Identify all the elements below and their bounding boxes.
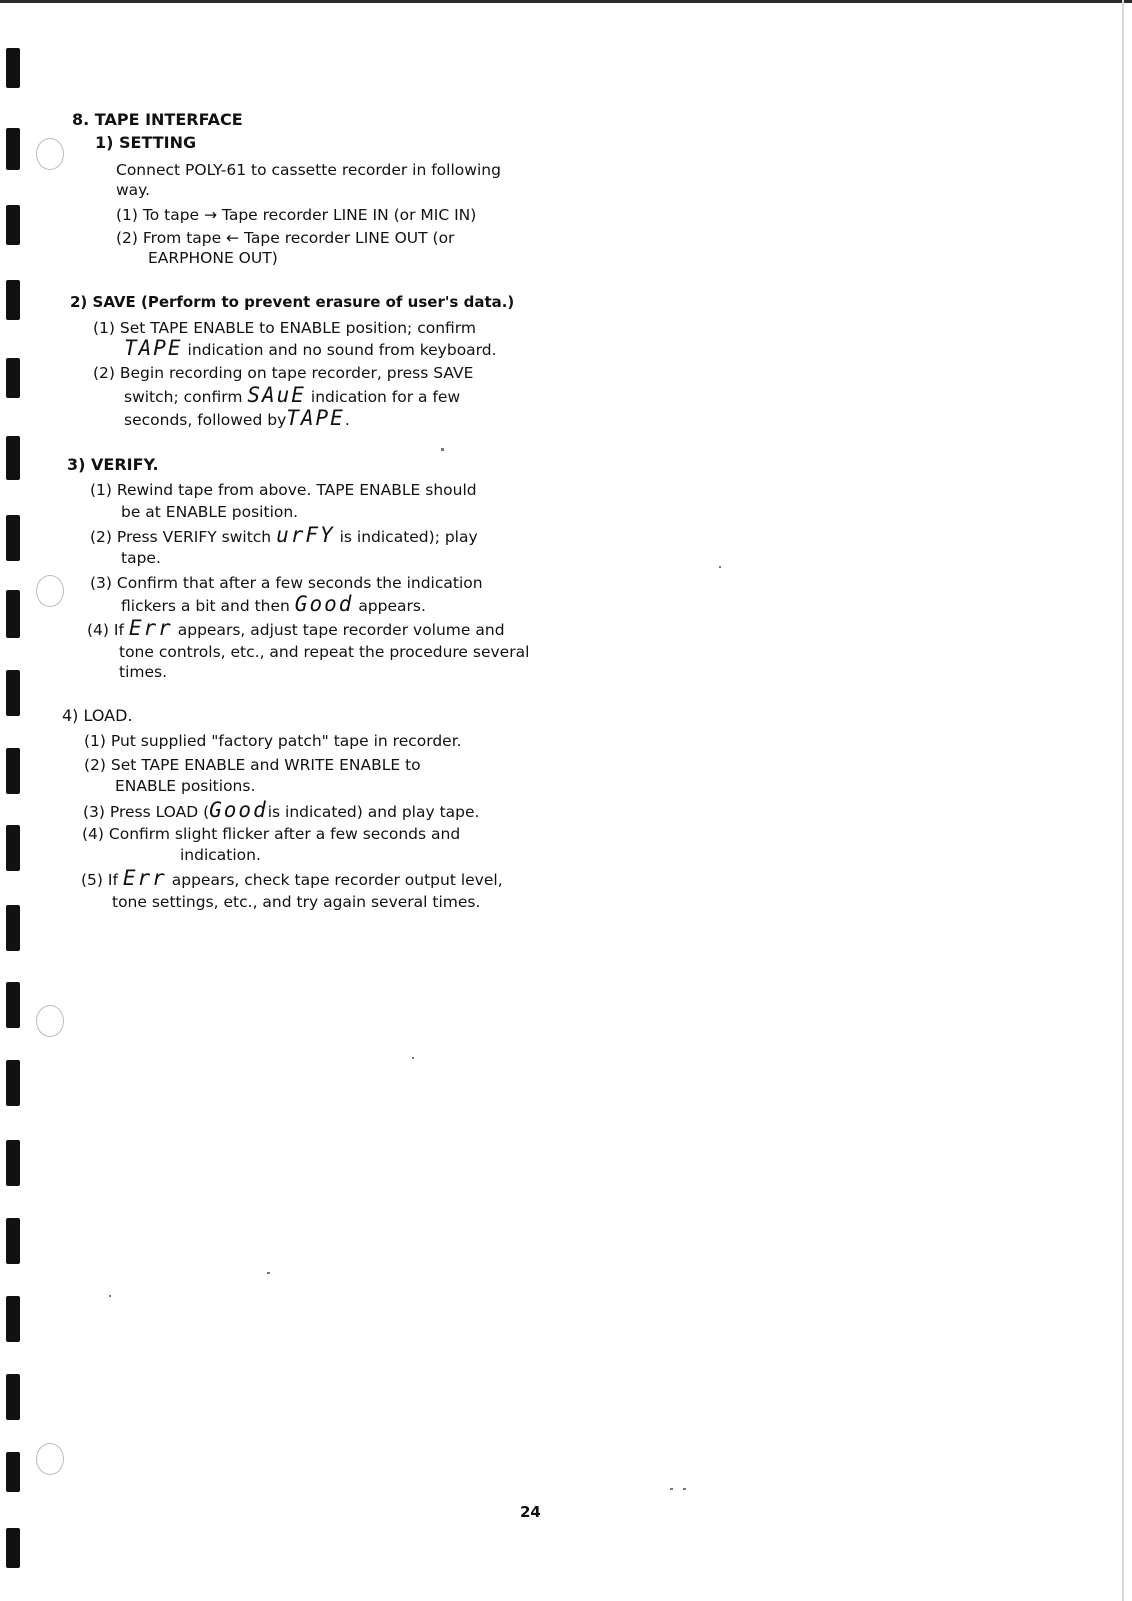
setting-heading: 1) SETTING	[95, 133, 197, 152]
display-save: SAuE	[247, 383, 306, 407]
page-right-edge	[1122, 0, 1124, 1601]
save-step2-text-b: indication for a few	[310, 388, 461, 406]
binding-hole	[6, 1528, 20, 1568]
setting-step1: (1) To tape → Tape recorder LINE IN (or MIC IN)	[116, 206, 477, 224]
save-step1-text: indication and no sound from keyboard.	[187, 341, 497, 359]
binding-hole	[6, 1374, 20, 1420]
load-step3-text-b: is indicated) and play tape.	[267, 803, 480, 821]
verify-step4-line2: tone controls, etc., and repeat the procedure several	[119, 643, 530, 661]
load-step3	[83, 800, 479, 822]
load-step4-line2: indication.	[180, 846, 261, 864]
setting-intro-line1: Connect POLY-61 to cassette recorder in following	[116, 161, 501, 179]
scan-speck	[441, 448, 444, 451]
save-step2-text-a: switch; confirm	[124, 388, 243, 406]
verify-step2-text-a: (2) Press VERIFY switch	[90, 528, 272, 546]
binding-hole	[6, 1060, 20, 1106]
display-tape: TAPE	[286, 406, 345, 430]
ring-hole	[36, 1443, 64, 1475]
verify-step2-line1	[90, 525, 478, 547]
verify-step3-line1: (3) Confirm that after a few seconds the indication	[90, 574, 483, 592]
ring-hole	[36, 138, 64, 170]
verify-step4-line1	[87, 618, 505, 640]
display-good: Good	[209, 798, 268, 822]
binding-hole	[6, 1452, 20, 1492]
scan-speck	[267, 1272, 270, 1274]
load-step4-line1: (4) Confirm slight flicker after a few seconds and	[82, 825, 461, 843]
binding-hole	[6, 436, 20, 480]
ring-hole	[36, 575, 64, 607]
load-heading: 4) LOAD.	[62, 706, 133, 725]
verify-step2-text-b: is indicated); play	[339, 528, 478, 546]
scan-speck	[719, 566, 721, 568]
page-number: 24	[520, 1503, 541, 1521]
verify-step2-line2: tape.	[121, 549, 161, 567]
section-title: 8. TAPE INTERFACE	[72, 110, 243, 129]
save-step2-line3	[124, 408, 350, 430]
setting-step2-line1: (2) From tape ← Tape recorder LINE OUT (or	[116, 229, 455, 247]
save-step2-line1: (2) Begin recording on tape recorder, press SAVE	[93, 364, 474, 382]
display-good: Good	[294, 592, 354, 616]
save-step2-period: .	[344, 411, 350, 429]
setting-step2-line2: EARPHONE OUT)	[148, 249, 278, 267]
binding-hole	[6, 748, 20, 794]
scan-speck	[683, 1488, 686, 1490]
load-step2-line1: (2) Set TAPE ENABLE and WRITE ENABLE to	[84, 756, 421, 774]
load-step1: (1) Put supplied "factory patch" tape in recorder.	[84, 732, 462, 750]
verify-heading: 3) VERIFY.	[67, 455, 159, 474]
verify-step1-line1: (1) Rewind tape from above. TAPE ENABLE should	[90, 481, 477, 499]
save-step2-line2	[124, 385, 460, 407]
binding-hole	[6, 205, 20, 245]
verify-step3-line2	[121, 594, 426, 616]
scan-speck	[412, 1057, 414, 1059]
verify-step4-text-b: appears, adjust tape recorder volume and	[177, 621, 505, 639]
binding-hole	[6, 590, 20, 638]
load-step5-line1	[81, 868, 503, 890]
binding-hole	[6, 825, 20, 871]
verify-step3-text-a: flickers a bit and then	[121, 597, 290, 615]
binding-hole	[6, 905, 20, 951]
binding-hole	[6, 48, 20, 88]
display-tape: TAPE	[124, 336, 183, 360]
scan-speck	[670, 1488, 673, 1490]
binding-hole	[6, 1218, 20, 1264]
setting-intro-line2: way.	[116, 181, 151, 199]
load-step2-line2: ENABLE positions.	[115, 777, 256, 795]
binding-hole	[6, 1140, 20, 1186]
binding-hole	[6, 1296, 20, 1342]
save-heading: 2) SAVE (Perform to prevent erasure of user's data.)	[70, 293, 515, 311]
binding-hole	[6, 280, 20, 320]
binding-hole	[6, 515, 20, 561]
verify-step3-text-b: appears.	[358, 597, 426, 615]
binding-hole	[6, 128, 20, 170]
display-err: Err	[122, 866, 167, 890]
verify-step4-line3: times.	[119, 663, 168, 681]
scan-speck	[109, 1295, 111, 1297]
ring-hole	[36, 1005, 64, 1037]
save-step2-text-c: seconds, followed by	[124, 411, 287, 429]
load-step5-text-b: appears, check tape recorder output level,	[171, 871, 503, 889]
save-step1-line1: (1) Set TAPE ENABLE to ENABLE position; confirm	[93, 319, 476, 337]
load-step3-text-a: (3) Press LOAD (	[83, 803, 210, 821]
binding-hole	[6, 358, 20, 398]
display-verify: urFY	[276, 523, 335, 547]
page-top-edge	[0, 0, 1132, 3]
load-step5-text-a: (5) If	[81, 871, 118, 889]
binding-hole	[6, 982, 20, 1028]
save-step1-line2	[124, 338, 497, 360]
binding-margin	[0, 0, 60, 1601]
display-err: Err	[128, 616, 173, 640]
load-step5-line2: tone settings, etc., and try again several times.	[112, 893, 481, 911]
verify-step1-line2: be at ENABLE position.	[121, 503, 299, 521]
verify-step4-text-a: (4) If	[87, 621, 124, 639]
binding-hole	[6, 670, 20, 716]
